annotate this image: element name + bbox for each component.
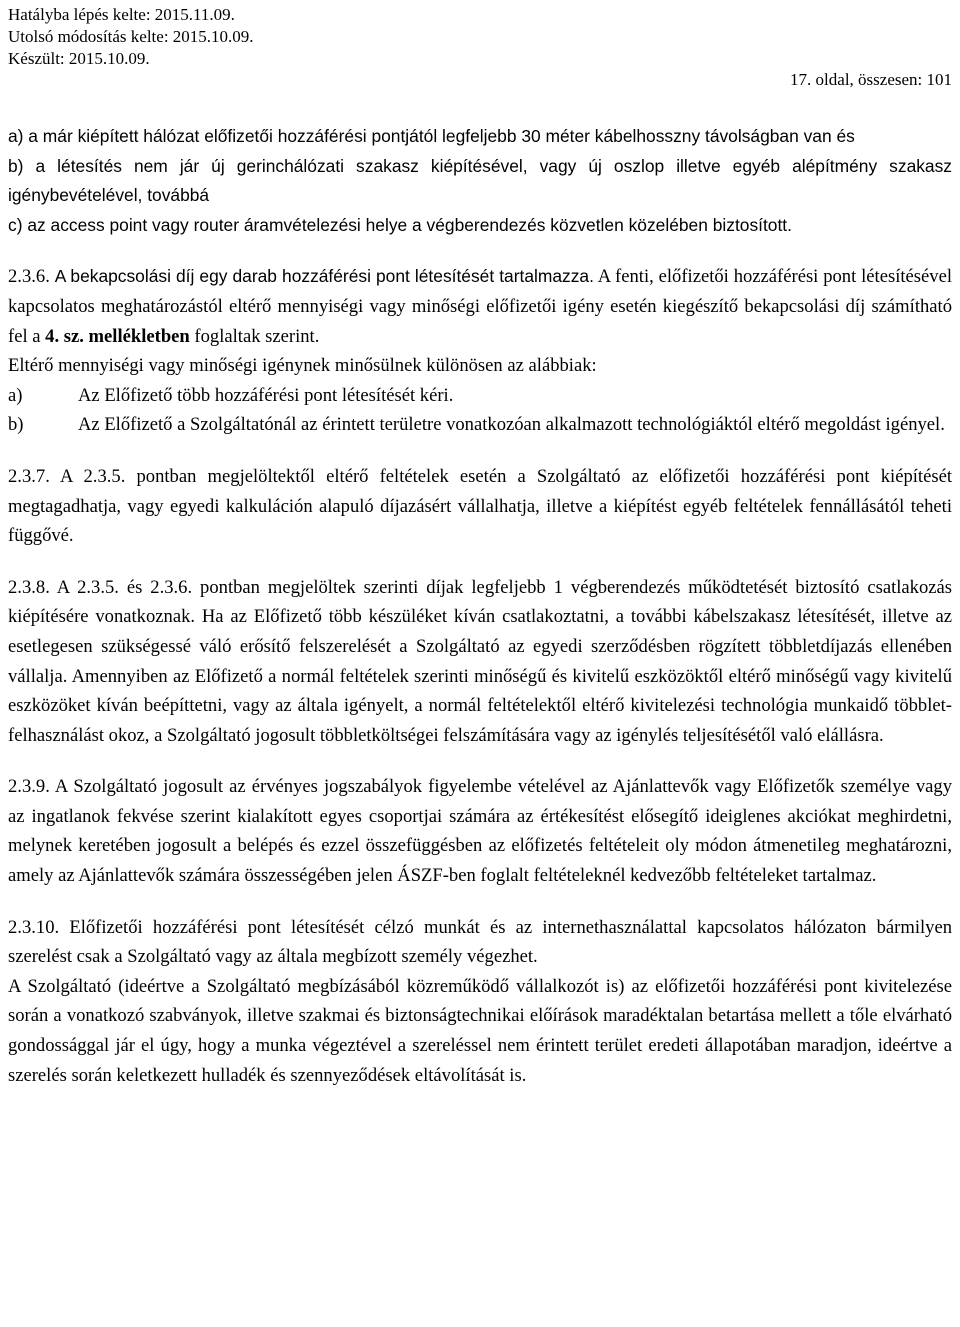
section-2-3-7: 2.3.7. A 2.3.5. pontban megjelöltektől eltérő feltételek esetén a Szolgáltató az előfizetői hozzáférési pont kiépítését megtagadhatja, vagy egyedi kalkuláción alapuló díjazásért vállalhatja, illetve a kiépítést egyéb feltételek fennállásától teheti függővé. — [8, 465, 952, 547]
section-number: 2.3.6. — [8, 266, 50, 288]
section-2-3-10: 2.3.10. Előfizetői hozzáférési pont létesítését célzó munkát és az internethasználattal kapcsolatos hálózaton bármilyen szerelést csak a Szolgáltató vagy az általa megbízott személy végezhet. — [8, 916, 952, 968]
list-item-label: a) — [8, 384, 23, 406]
list-item-text: Az Előfizető több hozzáférési pont létesítését kéri. — [78, 384, 454, 406]
last-modified-date: Utolsó módosítás kelte: 2015.10.09. — [8, 27, 254, 46]
document-header — [8, 4, 254, 70]
section-end: foglaltak szerint. — [194, 325, 320, 347]
condition-b: b) a létesítés nem jár új gerinchálózati szakasz kiépítésével, vagy új oszlop illetve egyéb alépítmény szakasz igénybevételével, továbbá — [8, 155, 952, 206]
list-item — [8, 410, 952, 440]
page-number: 17. oldal, összesen: 101 — [790, 70, 952, 89]
section-2-3-9: 2.3.9. A Szolgáltató jogosult az érvényes jogszabályok figyelembe vételével az Ajánlattevők vagy Előfizetők személye vagy az ingatlanok fekvése szerint kialakított egyes csoportjai számára az értékesítést elősegítő ideiglenes akciókat meghirdetni, melynek keretében jogosult a belépés és ezzel összefüggésben az előfizetés feltételeit oly módon átmenetileg meghatározni, amely az Ajánlattevők számára összességében jelen ÁSZF-ben foglalt feltételeknél kedvezőbb feltételeket tartalmaz. — [8, 776, 952, 887]
list-item-text: Az Előfizető a Szolgáltatónál az érintett területre vonatkozóan alkalmazott technológiáktól eltérő megoldást igényel. — [78, 414, 945, 436]
list-item-label: b) — [8, 414, 24, 436]
section-2-3-6-intro: Eltérő mennyiségi vagy minőségi igénynek minősülnek különösen az alábbiak: — [8, 355, 597, 377]
conditions-list — [8, 122, 952, 240]
section-2-3-6 — [8, 262, 952, 351]
effective-date: Hatályba lépés kelte: 2015.11.09. — [8, 5, 235, 24]
created-date: Készült: 2015.10.09. — [8, 49, 150, 68]
section-body: A fenti, előfizetői hozzáférési pont létesítésével kapcsolatos meghatározástól eltérő mennyiségi vagy minőségi előfizetői igény esetén kiegészítő bekapcsolási díj számítható fel a — [8, 266, 953, 347]
section-lead: A bekapcsolási díj egy darab hozzáférési pont létesítését tartalmazza. — [54, 266, 594, 287]
document-body — [8, 122, 952, 1090]
condition-c: c) az access point vagy router áramvételezési helye a végberendezés közvetlen közelében biztosított. — [8, 214, 792, 235]
annex-reference: 4. sz. mellékletben — [45, 325, 190, 347]
section-2-3-10-continued: A Szolgáltató (ideértve a Szolgáltató megbízásából közreműködő vállalkozót is) az előfizetői hozzáférési pont kivitelezése során a vonatkozó szabványok, illetve szakmai és biztonságtechnikai előírások maradéktalan betartása mellett a tőle elvárható gondossággal jár el úgy, hogy a munka végeztével a szereléssel nem érintett terület eredeti állapotában maradjon, ideértve a szerelés során keletkezett hulladék és szennyeződések eltávolítását is. — [8, 975, 952, 1086]
condition-a: a) a már kiépített hálózat előfizetői hozzáférési pontjától legfeljebb 30 méter kábelhosszny távolságban van és — [8, 126, 855, 146]
section-2-3-8: 2.3.8. A 2.3.5. és 2.3.6. pontban megjelöltek szerinti díjak legfeljebb 1 végberendezés működtetését biztosító csatlakozás kiépítésére vonatkoznak. Ha az Előfizető több készüléket kíván csatlakoztatni, a további kábelszakasz létesítését, illetve az esetlegesen szükségessé váló erősítő felszerelését a Szolgáltató az egyedi szerződésben rögzített többletdíjazás ellenében vállalja. Amennyiben az Előfizető a normál feltételek szerinti minőségű és kivitelű eszközöktől eltérő minőségű vagy kivitelű eszközöket kíván beépíttetni, vagy az általa igényelt, a normál feltételektől eltérő kivitelezési technológia munkaidő többlet-felhasználást okoz, a Szolgáltató jogosult többletköltségei felszámítására vagy az igénylés teljesítésétől való elállásra. — [8, 576, 952, 746]
list-item — [8, 381, 952, 411]
